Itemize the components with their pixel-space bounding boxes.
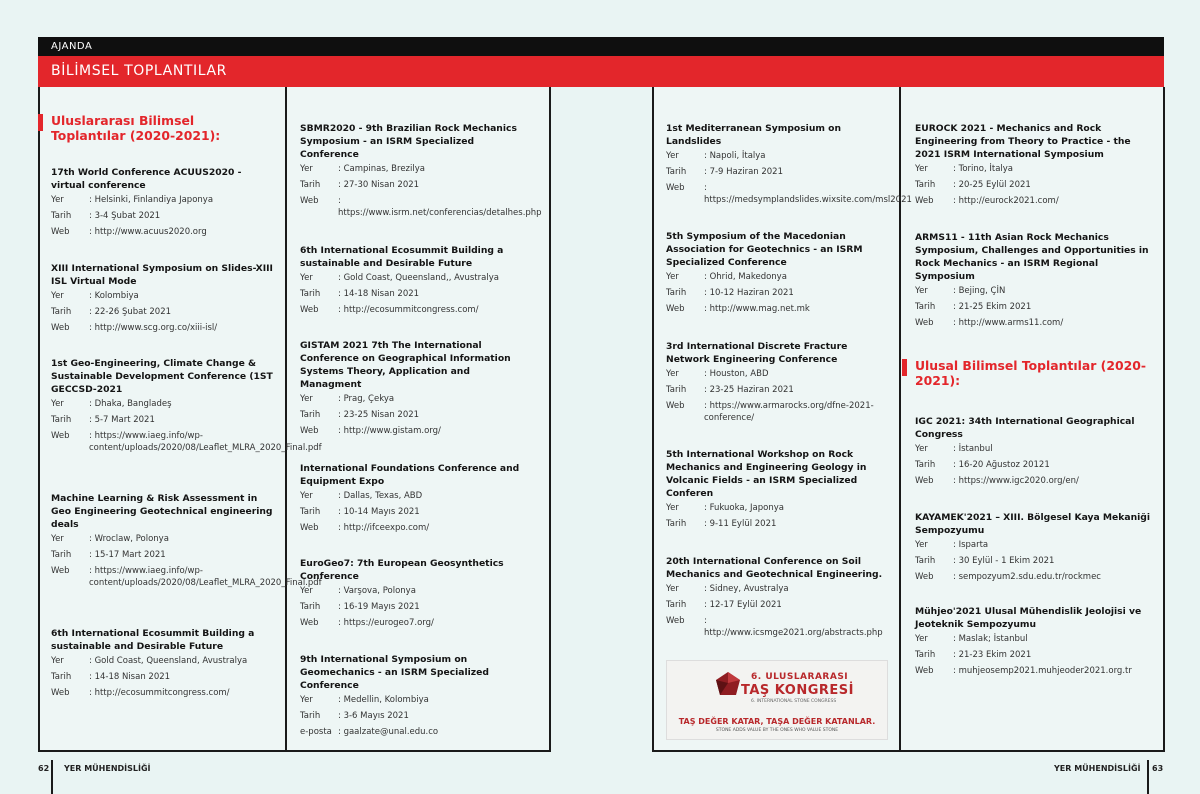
website-link-row (915, 193, 1157, 209)
location-value: : Isparta (953, 540, 989, 550)
location-row (300, 692, 532, 708)
website-link-value[interactable]: : https://www.iaeg.info/wp-content/uploads/2020/08/Leaflet_MLRA_2020_Final.pdf (89, 431, 322, 453)
date-value: : 23-25 Nisan 2021 (338, 410, 420, 420)
date-row (666, 164, 888, 180)
event-entry (51, 357, 322, 454)
date-row (666, 382, 888, 398)
footer-rule (51, 760, 53, 794)
location-label: Yer (300, 273, 313, 283)
date-value: : 21-23 Ekim 2021 (953, 650, 1032, 660)
location-label: Yer (51, 656, 64, 666)
email-link-value[interactable]: : gaalzate@unal.edu.co (338, 727, 439, 737)
date-label: Tarih (51, 211, 72, 221)
location-value: : Napoli, İtalya (704, 151, 766, 161)
website-link-value[interactable]: : sempozyum2.sdu.edu.tr/rockmec (953, 572, 1101, 582)
location-label: Yer (915, 286, 928, 296)
event-entry (666, 555, 888, 639)
location-value: : Torino, İtalya (953, 164, 1014, 174)
date-value: : 22-26 Şubat 2021 (89, 307, 172, 317)
date-label: Tarih (915, 556, 936, 566)
location-label: Yer (300, 164, 313, 174)
location-label: Yer (915, 634, 928, 644)
location-row (915, 537, 1157, 553)
event-entry (666, 340, 888, 424)
location-label: Yer (915, 540, 928, 550)
website-link-value[interactable]: : https://www.armarocks.org/dfne-2021-conference/ (704, 401, 874, 423)
date-row (300, 177, 532, 193)
location-row (300, 161, 532, 177)
website-link-value[interactable]: : http://www.arms11.com/ (953, 318, 1064, 328)
left-footer-title: YER MÜHENDİSLİĞİ (64, 764, 151, 773)
date-label: Tarih (666, 519, 687, 529)
date-label: Tarih (915, 180, 936, 190)
event-title: International Foundations Conference and Equipment Expo (300, 463, 520, 487)
website-link-label: Web (300, 426, 319, 436)
website-link-row (300, 423, 532, 439)
website-link-row (51, 563, 322, 589)
date-value: : 20-25 Eylül 2021 (953, 180, 1031, 190)
date-value: : 3-4 Şubat 2021 (89, 211, 161, 221)
email-link-label: e-posta (300, 727, 332, 737)
date-row (300, 708, 532, 724)
date-row (51, 304, 273, 320)
date-label: Tarih (300, 507, 321, 517)
event-title: 6th International Ecosummit Building a sustainable and Desirable Future (51, 628, 255, 652)
ad-slogan: TAŞ DEĞER KATAR, TAŞA DEĞER KATANLAR. (678, 717, 876, 726)
location-label: Yer (300, 491, 313, 501)
website-link-row (666, 613, 888, 639)
website-link-row (51, 428, 322, 454)
location-row (51, 192, 273, 208)
event-entry (300, 653, 532, 740)
website-link-value[interactable]: : http://www.acuus2020.org (89, 227, 207, 237)
location-value: : Bejing, ÇİN (953, 286, 1006, 296)
date-row (300, 504, 532, 520)
location-row (300, 270, 532, 286)
footer-rule (1147, 760, 1149, 794)
section-header (38, 37, 1164, 56)
event-entry (915, 415, 1157, 489)
date-row (51, 412, 273, 428)
location-value: : Kolombiya (89, 291, 139, 301)
website-link-value[interactable]: : https://medsymplandslides.wixsite.com/msl2021 (704, 183, 912, 205)
location-row (915, 631, 1157, 647)
location-value: : Fukuoka, Japonya (704, 503, 784, 513)
website-link-row (666, 398, 888, 424)
event-entry (666, 448, 888, 532)
location-value: : Campinas, Brezilya (338, 164, 425, 174)
location-value: : Medellin, Kolombiya (338, 695, 429, 705)
date-value: : 15-17 Mart 2021 (89, 550, 166, 560)
location-label: Yer (915, 444, 928, 454)
event-title: Machine Learning & Risk Assessment in Geo Engineering Geotechnical engineering deals (51, 493, 273, 530)
website-link-value[interactable]: : http://ecosummitcongress.com/ (89, 688, 230, 698)
date-label: Tarih (915, 302, 936, 312)
date-row (915, 553, 1157, 569)
event-entry (51, 627, 273, 701)
website-link-value[interactable]: : https://eurogeo7.org/ (338, 618, 434, 628)
website-link-label: Web (915, 666, 934, 676)
location-label: Yer (915, 164, 928, 174)
website-link-label: Web (300, 618, 319, 628)
date-value: : 10-14 Mayıs 2021 (338, 507, 420, 517)
location-value: : Prag, Çekya (338, 394, 395, 404)
date-row (51, 208, 273, 224)
website-link-label: Web (51, 323, 70, 333)
website-link-value[interactable]: : https://www.isrm.net/conferencias/detalhes.php (338, 196, 542, 218)
date-label: Tarih (915, 650, 936, 660)
website-link-value[interactable]: : http://eurock2021.com/ (953, 196, 1059, 206)
event-entry (51, 262, 273, 336)
date-value: : 30 Eylül - 1 Ekim 2021 (953, 556, 1055, 566)
website-link-label: Web (915, 572, 934, 582)
event-entry (300, 244, 532, 318)
website-link-row (300, 193, 542, 219)
date-label: Tarih (666, 288, 687, 298)
location-label: Yer (300, 586, 313, 596)
location-value: : Sidney, Avustralya (704, 584, 789, 594)
website-link-row (666, 180, 912, 206)
location-row (666, 366, 888, 382)
event-entry (300, 462, 532, 536)
date-label: Tarih (666, 385, 687, 395)
website-link-label: Web (51, 431, 70, 441)
website-link-row (915, 569, 1157, 585)
date-row (915, 177, 1157, 193)
event-entry (51, 166, 273, 240)
website-link-label: Web (666, 616, 685, 626)
location-value: : Maslak; İstanbul (953, 634, 1028, 644)
event-entry (51, 492, 322, 589)
event-entry (915, 122, 1157, 209)
location-value: : Ohrid, Makedonya (704, 272, 787, 282)
website-link-value[interactable]: : http://www.scg.org.co/xiii-isl/ (89, 323, 218, 333)
location-label: Yer (300, 394, 313, 404)
location-label: Yer (666, 151, 679, 161)
location-value: : Varşova, Polonya (338, 586, 416, 596)
website-link-row (915, 663, 1157, 679)
website-link-value[interactable]: : http://www.icsmge2021.org/abstracts.php (704, 616, 883, 638)
event-title: KAYAMEK'2021 – XIII. Bölgesel Kaya Mekaniği Sempozyumu (915, 512, 1151, 536)
website-link-label: Web (51, 566, 70, 576)
website-link-value[interactable]: : http://ecosummitcongress.com/ (338, 305, 479, 315)
location-label: Yer (51, 399, 64, 409)
date-row (300, 599, 532, 615)
date-label: Tarih (300, 410, 321, 420)
website-link-label: Web (300, 196, 319, 206)
website-link-row (666, 301, 888, 317)
section-label: AJANDA (51, 41, 93, 52)
location-row (666, 269, 888, 285)
website-link-row (300, 520, 532, 536)
date-label: Tarih (51, 307, 72, 317)
event-entry (915, 231, 1157, 331)
website-link-label: Web (666, 304, 685, 314)
email-link-row (300, 724, 532, 740)
section-marker (902, 359, 907, 376)
title-banner (38, 56, 1164, 87)
website-link-row (300, 615, 532, 631)
ad-line-1: 6. ULUSLARARASI (751, 672, 849, 682)
website-link-label: Web (666, 183, 685, 193)
website-link-row (915, 315, 1157, 331)
right-page-number: 63 (1152, 764, 1164, 773)
date-label: Tarih (51, 550, 72, 560)
event-title: 1st Geo-Engineering, Climate Change & Sustainable Development Conference (1ST GECCSD-2021 (51, 358, 273, 395)
date-value: : 7-9 Haziran 2021 (704, 167, 783, 177)
date-value: : 16-19 Mayıs 2021 (338, 602, 420, 612)
event-title: 9th International Symposium on Geomechanics - an ISRM Specialized Conference (300, 654, 489, 691)
date-value: : 14-18 Nisan 2021 (89, 672, 171, 682)
location-value: : Helsinki, Finlandiya Japonya (89, 195, 214, 205)
location-label: Yer (666, 272, 679, 282)
website-link-value[interactable]: : http://ifceexpo.com/ (338, 523, 430, 533)
event-entry (915, 511, 1157, 585)
event-entry (915, 605, 1157, 679)
website-link-label: Web (51, 688, 70, 698)
location-value: : Dallas, Texas, ABD (338, 491, 423, 501)
event-title: IGC 2021: 34th International Geographical Congress (915, 416, 1135, 440)
location-label: Yer (300, 695, 313, 705)
event-entry (300, 339, 532, 439)
event-entry (300, 557, 532, 631)
website-link-value[interactable]: : muhjeosemp2021.muhjeoder2021.org.tr (953, 666, 1132, 676)
location-value: : İstanbul (953, 444, 993, 454)
website-link-label: Web (915, 476, 934, 486)
website-link-value[interactable]: : http://www.gistam.org/ (338, 426, 441, 436)
date-value: : 5-7 Mart 2021 (89, 415, 155, 425)
location-label: Yer (51, 291, 64, 301)
column-divider (285, 87, 287, 750)
date-label: Tarih (300, 180, 321, 190)
location-row (666, 148, 888, 164)
date-value: : 9-11 Eylül 2021 (704, 519, 777, 529)
location-row (666, 581, 888, 597)
location-label: Yer (51, 195, 64, 205)
website-link-row (300, 302, 532, 318)
date-row (300, 407, 532, 423)
date-value: : 16-20 Ağustoz 20121 (953, 460, 1050, 470)
location-row (300, 488, 532, 504)
date-row (915, 647, 1157, 663)
event-title: SBMR2020 - 9th Brazilian Rock Mechanics Symposium - an ISRM Specialized Conference (300, 123, 517, 160)
section-marker (38, 114, 43, 131)
event-entry (300, 122, 542, 219)
event-title: 6th International Ecosummit Building a sustainable and Desirable Future (300, 245, 504, 269)
date-label: Tarih (666, 167, 687, 177)
website-link-row (915, 473, 1157, 489)
date-value: : 10-12 Haziran 2021 (704, 288, 794, 298)
website-link-value[interactable]: : https://www.igc2020.org/en/ (953, 476, 1079, 486)
date-label: Tarih (51, 672, 72, 682)
event-title: 17th World Conference ACUUS2020 - virtual conference (51, 167, 242, 191)
event-entry (666, 230, 888, 317)
location-value: : Gold Coast, Queensland, Avustralya (89, 656, 248, 666)
location-row (666, 500, 888, 516)
website-link-row (51, 320, 273, 336)
date-value: : 27-30 Nisan 2021 (338, 180, 420, 190)
website-link-label: Web (915, 318, 934, 328)
date-value: : 12-17 Eylül 2021 (704, 600, 782, 610)
location-row (915, 441, 1157, 457)
location-value: : Houston, ABD (704, 369, 769, 379)
date-label: Tarih (915, 460, 936, 470)
website-link-row (51, 224, 273, 240)
date-label: Tarih (300, 711, 321, 721)
website-link-value[interactable]: : https://www.iaeg.info/wp-content/uploads/2020/08/Leaflet_MLRA_2020_Final.pdf (89, 566, 322, 588)
event-entry (666, 122, 912, 206)
event-title: Mühjeo'2021 Ulusal Mühendislik Jeolojisi ve Jeoteknik Sempozyumu (915, 606, 1142, 630)
date-row (300, 286, 532, 302)
left-page-number: 62 (38, 764, 50, 773)
event-title: EuroGeo7: 7th European Geosynthetics Conference (300, 558, 504, 582)
date-value: : 14-18 Nisan 2021 (338, 289, 420, 299)
date-label: Tarih (666, 600, 687, 610)
date-label: Tarih (300, 602, 321, 612)
location-label: Yer (666, 503, 679, 513)
location-value: : Wroclaw, Polonya (89, 534, 169, 544)
ad-slogan-en: STONE ADDS VALUE BY THE ONES WHO VALUE STONE (715, 728, 839, 733)
date-label: Tarih (51, 415, 72, 425)
ad-line-3: 6. INTERNATIONAL STONE CONGRESS (751, 699, 837, 704)
location-row (51, 653, 273, 669)
website-link-label: Web (300, 523, 319, 533)
event-title: XIII International Symposium on Slides-XIII ISL Virtual Mode (51, 263, 273, 287)
location-row (300, 391, 532, 407)
date-row (51, 547, 273, 563)
website-link-row (51, 685, 273, 701)
location-row (51, 396, 273, 412)
location-row (915, 283, 1157, 299)
location-row (51, 531, 273, 547)
event-title: 5th Symposium of the Macedonian Association for Geotechnics - an ISRM Specialized Conference (666, 231, 863, 268)
website-link-label: Web (915, 196, 934, 206)
page-title: BİLİMSEL TOPLANTILAR (51, 63, 228, 79)
location-label: Yer (666, 584, 679, 594)
website-link-value[interactable]: : http://www.mag.net.mk (704, 304, 810, 314)
national-section-title: Ulusal Bilimsel Toplantılar (2020-2021): (915, 358, 1146, 388)
ad-line-2: TAŞ KONGRESİ (741, 683, 854, 698)
event-title: ARMS11 - 11th Asian Rock Mechanics Symposium, Challenges and Opportunities in Rock Mechanics - an ISRM Regional Symposium (915, 232, 1149, 282)
right-footer-title: YER MÜHENDİSLİĞİ (1054, 764, 1141, 773)
stone-congress-ad (666, 660, 888, 740)
location-value: : Gold Coast, Queensland,, Avustralya (338, 273, 499, 283)
date-row (51, 669, 273, 685)
event-title: 3rd International Discrete Fracture Network Engineering Conference (666, 341, 848, 365)
website-link-label: Web (666, 401, 685, 411)
event-title: 1st Mediterranean Symposium on Landslides (666, 123, 841, 147)
location-value: : Dhaka, Bangladeş (89, 399, 172, 409)
date-row (666, 516, 888, 532)
location-label: Yer (51, 534, 64, 544)
location-row (915, 161, 1157, 177)
date-row (915, 299, 1157, 315)
location-label: Yer (666, 369, 679, 379)
event-title: 20th International Conference on Soil Mechanics and Geotechnical Engineering. (666, 556, 883, 580)
date-row (666, 285, 888, 301)
stone-logo-icon (715, 671, 741, 697)
date-row (666, 597, 888, 613)
date-row (915, 457, 1157, 473)
event-title: EUROCK 2021 - Mechanics and Rock Engineering from Theory to Practice - the 2021 ISRM International Symposium (915, 123, 1131, 160)
international-section-title: Uluslararası Bilimsel Toplantılar (2020-2021): (51, 113, 221, 143)
date-value: : 23-25 Haziran 2021 (704, 385, 794, 395)
event-title: 5th International Workshop on Rock Mechanics and Engineering Geology in Volcanic Fields - an ISRM Specialized Conferen (666, 449, 867, 499)
date-value: : 21-25 Ekim 2021 (953, 302, 1032, 312)
website-link-label: Web (300, 305, 319, 315)
location-row (51, 288, 273, 304)
date-value: : 3-6 Mayıs 2021 (338, 711, 409, 721)
event-title: GISTAM 2021 7th The International Conference on Geographical Information Systems Theory, Application and Managment (300, 340, 511, 390)
location-row (300, 583, 532, 599)
date-label: Tarih (300, 289, 321, 299)
website-link-label: Web (51, 227, 70, 237)
